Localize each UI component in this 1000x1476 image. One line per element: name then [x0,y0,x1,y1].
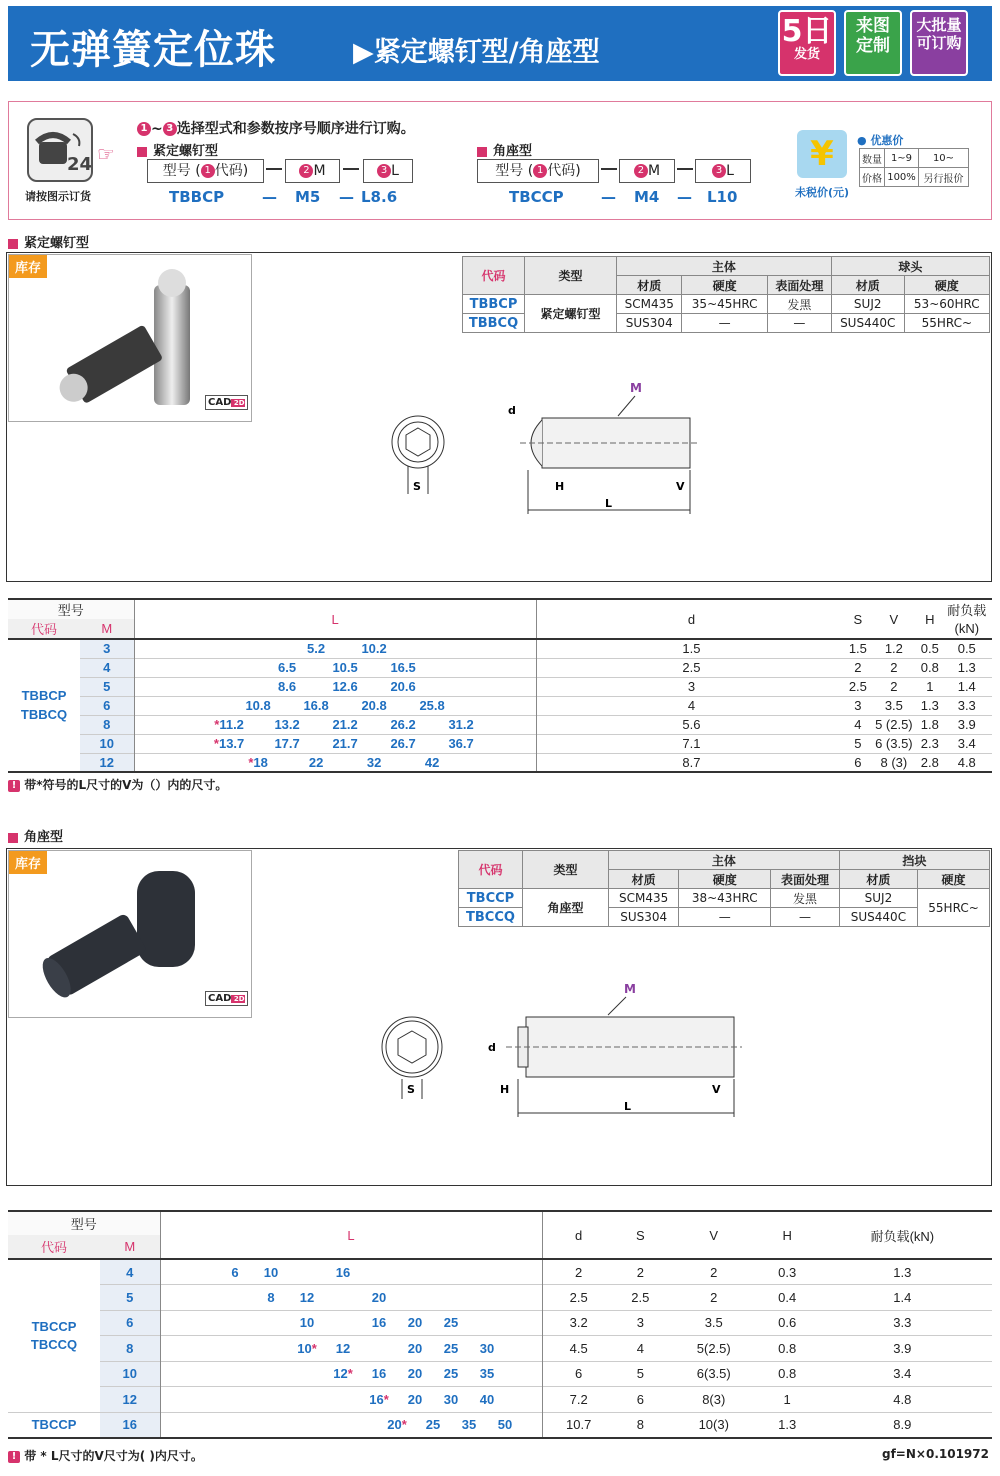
m-cell: 4 [80,658,134,677]
l-values [134,734,536,753]
code-cell: TBCCP TBCCQ [30,1318,78,1352]
type1-label: 紧定螺钉型 [137,140,218,159]
dash [343,168,359,170]
order-box [8,101,992,220]
cad-badge[interactable]: CAD 2D [205,395,248,410]
l-value: 12 [335,1340,351,1356]
table-row [8,753,992,772]
stock-badge: 库存 [9,255,47,278]
page-header [8,6,992,81]
l-value: 16 [371,1366,387,1382]
l-value: *13.7 [213,736,245,751]
svg-text:V: V [712,1083,721,1096]
m-cell: 10 [100,1361,160,1387]
pn-box-2: 型号 ( 1 代码) [477,159,599,183]
d-cell: 8.7 [682,754,701,770]
s-cell: 2.5 [848,679,867,694]
hand-pointer-icon: ☞ [97,142,115,166]
l-values [134,753,536,772]
table-row [8,1361,992,1387]
star-mark: * [248,754,254,770]
spec-table-2: 型号 L d S V H 耐负载(kN) 代码 M TBCCP TBCCQ 4 6 10 16 2 2 2 0.3 1.3 5 8 12 20 2.5 2.5 2 0.4 1.4 6 10 16 20 25 3.2 3 3.5 0.6 3.3 8 10* 12 20 25 30 4.5 4 5(2.5) 0.8 3.9 10 12* 16 20 25 35 6 5 6(3.5) 0.8 3.4 12 16* 20 30 40 7.2 6 8(3) 1 4.8 TBCCP 16 20* 25 35 50 10.7 8 10(3) 1.3 8.9 [8,1210,992,1439]
l-values [134,696,536,715]
load-cell: 8.9 [893,1417,912,1432]
badge-custom: 来图 定制 [844,10,902,76]
dash: — [262,188,277,206]
section2-title: 角座型 [8,826,63,845]
load-cell: 3.9 [957,717,976,732]
v-cell: 5(2.5) [696,1340,731,1356]
load-cell: 4.8 [893,1391,912,1407]
s-cell: 2 [636,1264,644,1280]
d-cell: 1.5 [682,641,701,657]
load-cell: 3.4 [893,1366,912,1382]
l-value: 13.2 [274,717,300,732]
s-cell: 6 [854,754,862,770]
h-cell: 1.3 [920,698,939,713]
h-cell: 0.8 [778,1366,797,1382]
dash: — [339,188,354,206]
v-cell: 3.5 [704,1315,723,1331]
l-value: *11.2 [214,717,244,732]
svg-text:H: H [555,480,565,493]
table-row [8,1310,992,1336]
example2-m: M4 [634,188,660,206]
v-cell: 1.2 [884,641,903,657]
table-row [8,677,992,696]
l-value: 25 [443,1315,459,1331]
d-cell: 6 [575,1366,583,1382]
l-value: 26.7 [390,736,416,751]
badge-5day: 5日 发货 [778,10,836,76]
l-box-2: 3 L [695,159,751,183]
material-table-2: 代码 类型 主体 挡块 材质 硬度 表面处理 材质 硬度 TBCCP 角座型 SCM435 38~43HRC 发黑 SUJ2 55HRC~ TBCCQ SUS304 — — SUS440C [458,850,990,927]
l-value: 30 [443,1391,459,1407]
v-cell: 2 [890,679,898,694]
table-row [8,1387,992,1413]
m-cell: 8 [100,1336,160,1362]
l-values [160,1336,542,1362]
d-cell: 2 [575,1264,583,1280]
v-cell: 10(3) [698,1417,729,1432]
l-value: 10.2 [361,641,387,657]
l-value: 21.7 [332,736,358,751]
v-cell: 2 [710,1289,718,1305]
product-photo-1 [8,254,252,422]
s-cell: 6 [636,1391,644,1407]
l-value: 31.2 [448,717,474,732]
h-cell: 2.8 [920,754,939,770]
h-cell: 0.5 [920,641,939,657]
m-cell: 8 [80,715,134,734]
l-value: 40 [479,1391,495,1407]
example1-l: L8.6 [361,188,398,206]
h-cell: 1 [926,679,934,694]
l-value: 10* [297,1340,317,1356]
l-value: 12* [333,1366,353,1382]
material-table-1: 代码 类型 主体 球头 材质 硬度 表面处理 材质 硬度 TBBCP 紧定螺钉型 SCM435 35~45HRC 发黑 SUJ2 53~60HRC TBBCQ SUS304 — — SUS440C 55HRC~ [462,256,990,333]
l-value: 35 [479,1366,495,1382]
l-values [160,1387,542,1413]
star-mark: * [347,1366,353,1382]
l-value: 8 [267,1289,275,1305]
m-cell: 12 [80,753,134,772]
svg-text:L: L [605,497,613,510]
l-values [160,1310,542,1336]
star-mark: * [311,1340,317,1356]
s-cell: 1.5 [848,641,867,657]
h-cell: 0.8 [778,1340,797,1356]
table-row [8,734,992,753]
l-values [134,677,536,696]
table-row [8,658,992,677]
svg-text:S: S [407,1083,415,1096]
svg-text:d: d [488,1041,496,1054]
d-cell: 2.5 [569,1289,588,1305]
s-cell: 4 [636,1340,644,1356]
d-cell: 4.5 [569,1340,588,1356]
v-cell: 8(3) [702,1391,726,1407]
l-values [160,1259,542,1285]
pn-box-1: 型号 ( 1 代码) [147,159,264,183]
v-cell: 3.5 [884,698,903,713]
v-cell: 8 (3) [880,754,908,770]
d-cell: 7.2 [569,1391,588,1407]
cad-badge[interactable]: CAD 2D [205,991,248,1006]
example1-code: TBBCP [169,188,225,206]
m-box-1: 2 M [285,159,340,183]
dash [601,168,617,170]
s-cell: 8 [636,1417,644,1432]
dash [677,168,693,170]
svg-text:M: M [630,381,642,395]
m-cell: 5 [80,677,134,696]
v-cell: 5 (2.5) [875,717,913,732]
type2-label: 角座型 [477,140,532,159]
m-cell: 6 [80,696,134,715]
l-box-1: 3 L [363,159,413,183]
l-value: 35 [461,1417,477,1432]
l-value: 20.6 [390,679,416,694]
l-value: 20.8 [361,698,387,713]
l-value: 6 [231,1264,239,1280]
l-value: 17.7 [274,736,300,751]
d-cell: 7.1 [682,736,701,751]
h-cell: 1.8 [920,717,939,732]
spec-table-1: 型号 L d S V H 耐负载 代码 M (kN) TBBCP TBBCQ 3 5.2 10.2 1.5 1.5 1.2 0.5 0.5 4 6.5 10.5 16.5 2.5 2 2 0.8 1.3 5 8.6 12.6 20.6 3 2.5 2 1 1.4 6 10.8 16.8 20.8 25.8 4 3 3.5 1.3 3.3 8 *11.2 13.2 21.2 26.2 31.2 5.6 4 5 (2.5) 1.8 3.9 10 *13.7 17.7 21.7 26.7 36.7 7.1 5 6 (3.5) 2.3 3.4 12 *18 22 32 42 8.7 6 8 (3) 2.8 4.8 [8,598,992,773]
table-row [8,639,992,658]
m-cell: 5 [100,1285,160,1311]
l-value: 10 [299,1315,315,1331]
svg-text:S: S [413,480,421,493]
l-value: 25.8 [419,698,445,713]
v-cell: 2 [710,1264,718,1280]
tax-label: 未税价(元) [795,186,850,199]
l-values [134,658,536,677]
table-row [8,1285,992,1311]
svg-text:24: 24 [67,154,91,175]
badge-bulk: 大批量 可订购 [910,10,968,76]
formula: gf=N×0.101972 [882,1447,989,1461]
dash [266,168,282,170]
drawing-1 [380,372,710,522]
l-values [160,1285,542,1311]
l-value: 20 [407,1340,423,1356]
note-1: ! 带*符号的L尺寸的V为（）内的尺寸。 [8,776,227,793]
d-cell: 3 [687,679,696,694]
l-value: 8.6 [278,679,297,694]
l-value: 32 [366,754,382,770]
l-value: 25 [443,1340,459,1356]
s-cell: 3 [636,1315,644,1331]
v-cell: 6 (3.5) [875,736,913,751]
svg-text:V: V [676,480,685,493]
h-cell: 0.6 [778,1315,797,1331]
star-mark: * [401,1417,407,1432]
m-cell: 4 [100,1259,160,1285]
s-cell: 4 [854,717,862,732]
load-cell: 3.9 [893,1340,912,1356]
h-cell: 2.3 [920,736,939,751]
l-value: 20 [371,1289,387,1305]
drawing-2 [376,975,746,1125]
l-value: 20 [407,1366,423,1382]
page-title: 无弹簧定位珠 [30,27,276,73]
h-cell: 0.3 [778,1264,797,1280]
l-value: 50 [497,1417,513,1432]
l-values [134,715,536,734]
m-cell: 6 [100,1310,160,1336]
l-value: 16 [335,1264,351,1280]
v-cell: 2 [890,660,898,675]
l-value: 10 [263,1264,279,1280]
l-values [134,639,536,658]
s-cell: 5 [854,736,862,751]
m-cell: 10 [80,734,134,753]
l-value: 42 [424,754,440,770]
load-cell: 4.8 [957,754,976,770]
s-cell: 2.5 [631,1289,650,1305]
l-value: 30 [479,1340,495,1356]
note-2: ! 带 * L尺寸的V尺寸为( )内尺寸。 [8,1447,203,1464]
s-cell: 5 [636,1366,644,1382]
phone-icon [27,118,93,182]
star-mark: * [213,736,219,751]
s-cell: 3 [854,698,862,713]
load-cell: 3.4 [957,736,976,751]
table-row [8,696,992,715]
load-cell: 1.3 [893,1264,912,1280]
code-cell: TBCCP [31,1417,77,1432]
load-cell: 0.5 [957,641,976,657]
l-value: 12 [299,1289,315,1305]
l-value: 16* [369,1391,389,1407]
l-value: 16 [371,1315,387,1331]
v-cell: 6(3.5) [696,1366,731,1382]
load-cell: 1.3 [957,660,976,675]
d-cell: 4 [687,698,696,713]
l-value: 26.2 [390,717,416,732]
svg-text:M: M [624,982,636,996]
star-mark: * [383,1391,389,1407]
l-value: *18 [248,754,268,770]
svg-text:d: d [508,404,516,417]
m-cell: 3 [80,639,134,658]
load-cell: 3.3 [893,1315,912,1331]
l-value: 21.2 [332,717,358,732]
example2-l: L10 [707,188,738,206]
l-values [160,1412,542,1438]
m-cell: 12 [100,1387,160,1413]
m-cell: 16 [100,1412,160,1438]
h-cell: 1.3 [778,1417,797,1432]
load-cell: 1.4 [957,679,976,694]
d-cell: 3.2 [569,1315,588,1331]
l-value: 20 [407,1391,423,1407]
h-cell: 0.4 [778,1289,797,1305]
l-value: 10.5 [332,660,358,675]
load-cell: 3.3 [957,698,976,713]
d-cell: 10.7 [566,1417,592,1432]
d-cell: 2.5 [682,660,701,675]
l-value: 20* [387,1417,407,1432]
yen-icon: ¥ [797,130,847,178]
l-value: 16.5 [390,660,416,675]
table-row [8,1412,992,1438]
l-values [160,1361,542,1387]
l-value: 16.8 [303,698,329,713]
load-cell: 1.4 [893,1289,912,1305]
example2-code: TBCCP [509,188,564,206]
page-subtitle: ▶紧定螺钉型/角座型 [353,37,600,68]
price-table: 数量 1~9 10~ 价格 100% 另行报价 [859,148,969,187]
l-value: 10.8 [245,698,271,713]
l-value: 36.7 [448,736,474,751]
example1-m: M5 [295,188,321,206]
l-value: 25 [425,1417,441,1432]
svg-text:L: L [624,1100,632,1113]
h-cell: 1 [783,1391,791,1407]
order-instruction: 1 ~ 3 选择型式和参数按序号顺序进行订购。 [137,118,415,138]
table-row [8,715,992,734]
dash: — [677,188,692,206]
l-value: 6.5 [278,660,297,675]
d-cell: 5.6 [682,717,701,732]
dash: — [601,188,616,206]
l-value: 5.2 [307,641,326,657]
l-value: 22 [308,754,324,770]
star-mark: * [214,717,220,732]
price-title: ● 优惠价 [857,134,904,147]
stock-badge: 库存 [9,851,47,874]
l-value: 20 [407,1315,423,1331]
table-row [8,1259,992,1285]
section1-title: 紧定螺钉型 [8,232,89,251]
phone-caption: 请按图示订货 [25,190,91,203]
svg-text:H: H [500,1083,510,1096]
s-cell: 2 [854,660,862,675]
m-box-2: 2 M [619,159,675,183]
code-cell: TBBCP TBBCQ [20,688,68,722]
h-cell: 0.8 [920,660,939,675]
table-row [8,1336,992,1362]
l-value: 12.6 [332,679,358,694]
product-photo-2 [8,850,252,1018]
l-value: 25 [443,1366,459,1382]
